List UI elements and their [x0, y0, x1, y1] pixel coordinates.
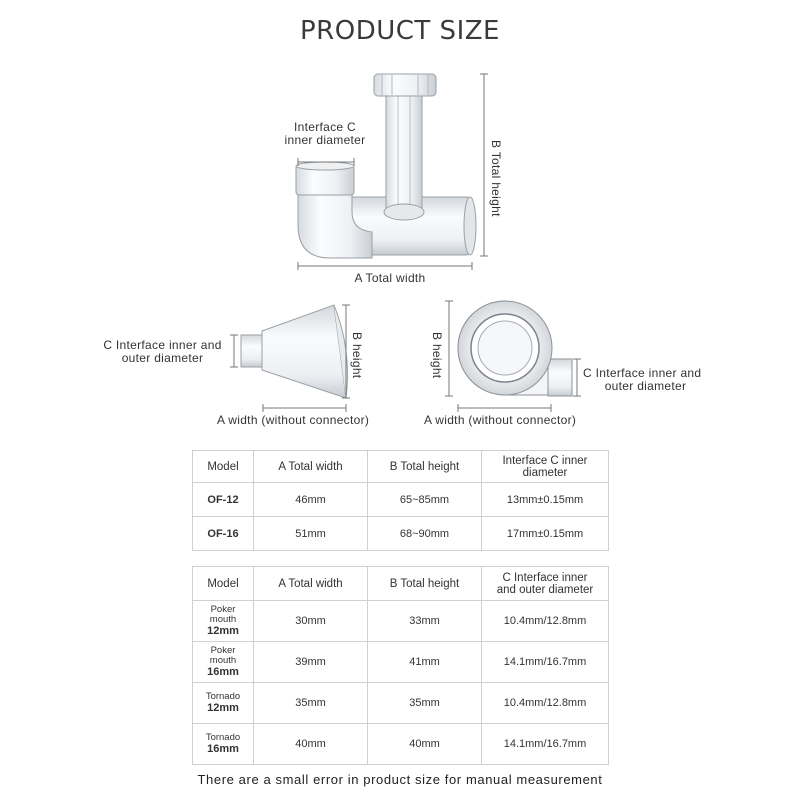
a-total-width-label: A Total width — [354, 271, 426, 285]
header-c-interface-line1: C Interface inner — [502, 571, 588, 584]
a-cell: 46mm — [254, 483, 368, 517]
a-cell: 51mm — [254, 517, 368, 551]
model-cell — [193, 601, 254, 642]
poker-mouth-drawing — [241, 305, 348, 398]
right-c-interface-label — [583, 367, 708, 393]
c-cell: 17mm±0.15mm — [482, 517, 609, 551]
model-main: 12mm — [207, 702, 239, 714]
model-sub: Poker mouth — [209, 645, 237, 666]
model-main: 16mm — [207, 666, 239, 678]
table-row — [193, 601, 609, 642]
b-cell: 40mm — [368, 724, 482, 765]
header-c-interface-line2: and outer diameter — [496, 583, 594, 596]
b-cell: 68~90mm — [368, 517, 482, 551]
header-interface-c-line2: diameter — [522, 466, 568, 479]
c-cell: 13mm±0.15mm — [482, 483, 609, 517]
c-cell: 14.1mm/16.7mm — [482, 724, 609, 765]
interface-c-label-line1: Interface C — [294, 120, 356, 134]
left-c-label-line1: C Interface inner and — [103, 338, 222, 352]
c-cell: 14.1mm/16.7mm — [482, 642, 609, 683]
model-main: 12mm — [207, 625, 239, 637]
interface-c-label — [270, 121, 380, 147]
table-row — [193, 724, 609, 765]
footer-note: There are a small error in product size for manual measurement — [197, 772, 603, 787]
right-a-width-label: A width (without connector) — [424, 413, 577, 427]
right-c-label-line1: C Interface inner and — [583, 366, 702, 380]
model-cell: OF-12 — [193, 483, 254, 517]
a-cell: 39mm — [254, 642, 368, 683]
header-interface-c-line1: Interface C inner — [502, 454, 588, 467]
model-sub: Tornado — [205, 691, 241, 702]
model-sub: Tornado — [205, 732, 241, 743]
page-title: PRODUCT SIZE — [300, 16, 500, 46]
table-header-row — [193, 451, 609, 483]
table-row — [193, 483, 609, 517]
header-a-total-width: A Total width — [254, 451, 368, 483]
left-a-width-label: A width (without connector) — [217, 413, 370, 427]
header-model: Model — [193, 567, 254, 601]
model-cell: OF-16 — [193, 517, 254, 551]
a-cell: 40mm — [254, 724, 368, 765]
left-c-label-line2: outer diameter — [121, 351, 204, 365]
header-b-total-height: B Total height — [368, 567, 482, 601]
b-cell: 65~85mm — [368, 483, 482, 517]
right-b-height-label: B height — [430, 332, 444, 379]
interface-c-label-line2: inner diameter — [284, 133, 366, 147]
header-model: Model — [193, 451, 254, 483]
header-interface-c — [482, 451, 609, 483]
model-cell — [193, 683, 254, 724]
right-c-label-line2: outer diameter — [604, 379, 687, 393]
model-sub: Poker mouth — [209, 604, 237, 625]
b-cell: 35mm — [368, 683, 482, 724]
b-cell: 41mm — [368, 642, 482, 683]
table-header-row — [193, 567, 609, 601]
spec-table-1 — [192, 450, 609, 551]
left-b-height-label: B height — [350, 332, 364, 379]
header-a-total-width: A Total width — [254, 567, 368, 601]
b-total-height-label: B Total height — [489, 140, 503, 217]
model-cell — [193, 642, 254, 683]
overflow-pipe-drawing — [296, 74, 476, 258]
a-cell: 35mm — [254, 683, 368, 724]
left-c-interface-label — [95, 339, 230, 365]
tornado-drawing — [458, 301, 572, 396]
table-row — [193, 683, 609, 724]
b-cell: 33mm — [368, 601, 482, 642]
a-cell: 30mm — [254, 601, 368, 642]
c-cell: 10.4mm/12.8mm — [482, 683, 609, 724]
header-b-total-height: B Total height — [368, 451, 482, 483]
c-cell: 10.4mm/12.8mm — [482, 601, 609, 642]
model-cell — [193, 724, 254, 765]
table-row — [193, 642, 609, 683]
model-main: 16mm — [207, 743, 239, 755]
spec-table-2 — [192, 566, 609, 765]
header-c-interface — [482, 567, 609, 601]
table-row — [193, 517, 609, 551]
